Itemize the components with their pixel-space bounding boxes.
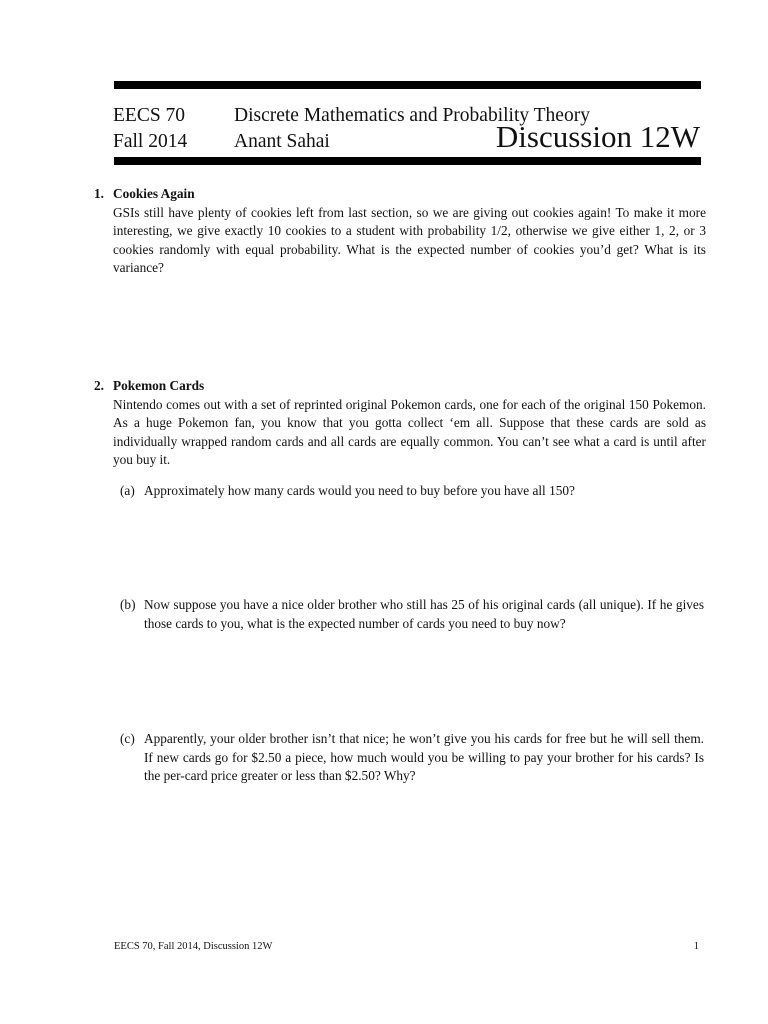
part-label: (b)	[120, 597, 136, 612]
header-bottom-rule	[114, 157, 701, 165]
problem-2-part-b	[120, 596, 704, 633]
problem-title: Pokemon Cards	[113, 378, 205, 393]
part-label: (c)	[120, 731, 135, 746]
part-label: (a)	[120, 483, 135, 498]
part-text: Apparently, your older brother isn’t that nice; he won’t give you his cards for free but he will sell them. If new cards go for $2.50 a piece, how much would you be willing to pay your brother for his cards? Is the per-card price greater or less than $2.50? Why?	[144, 731, 704, 783]
problem-statement: Nintendo comes out with a set of reprinted original Pokemon cards, one for each of the original 150 Pokemon. As a huge Pokemon fan, you know that you gotta collect ‘em all. Suppose that these cards are sold as individually wrapped random cards and all cards are equally common. You can’t see what a card is until after you buy it.	[113, 396, 706, 467]
problem-number: 2.	[94, 378, 104, 393]
problem-number: 1.	[94, 186, 104, 201]
instructor-name: Anant Sahai	[234, 131, 330, 152]
course-subject: Discrete Mathematics and Probability Theory	[234, 105, 590, 126]
problem-title: Cookies Again	[113, 186, 195, 201]
problem-1	[94, 185, 706, 278]
footer-text: EECS 70, Fall 2014, Discussion 12W	[114, 941, 273, 952]
problem-2-part-a	[120, 482, 704, 501]
header-top-rule	[114, 81, 701, 89]
part-text: Now suppose you have a nice older brother who still has 25 of his original cards (all unique). If he gives those cards to you, what is the expected number of cards you need to buy now?	[144, 597, 704, 631]
problem-statement: GSIs still have plenty of cookies left from last section, so we are giving out cookies again! To make it more interesting, we give exactly 10 cookies to a student with probability 1/2, otherwise we give either 1, 2, or 3 cookies randomly with equal probability. What is the expected number of cookies you’d get? What is its variance?	[113, 204, 706, 275]
page-number: 1	[693, 941, 699, 952]
document-title: Discussion 12W	[495, 119, 700, 154]
course-code: EECS 70	[113, 105, 186, 126]
part-text: Approximately how many cards would you need to buy before you have all 150?	[144, 483, 575, 498]
term: Fall 2014	[113, 131, 188, 152]
problem-2	[94, 377, 706, 470]
problem-2-part-c	[120, 730, 704, 786]
